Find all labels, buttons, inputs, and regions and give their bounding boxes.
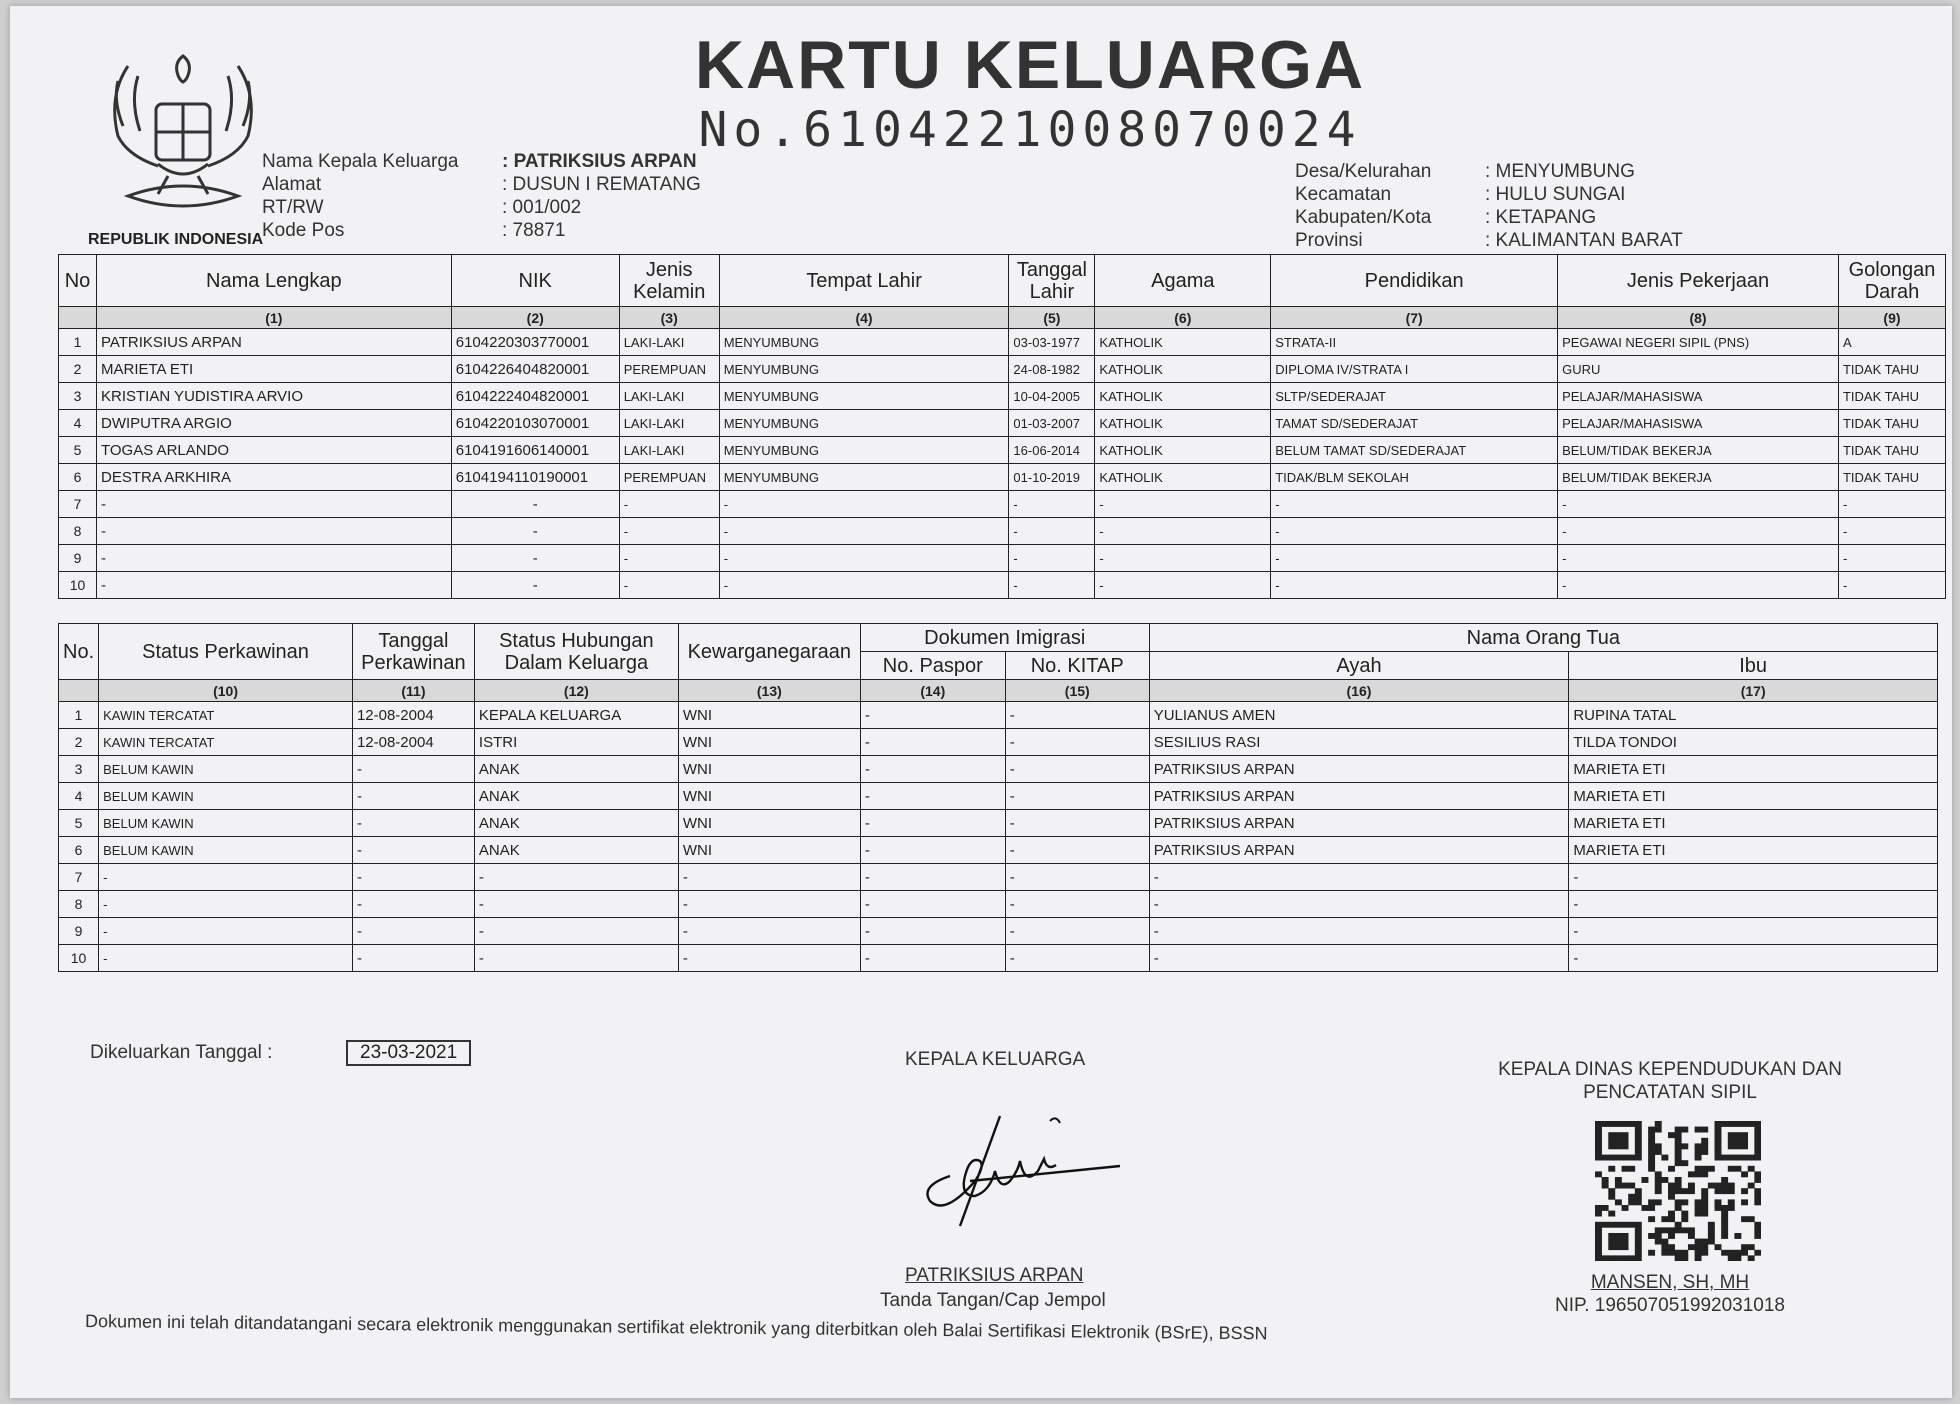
table-cell: - — [451, 572, 619, 599]
table-cell: - — [1005, 783, 1149, 810]
table-cell: - — [1009, 518, 1095, 545]
header-label: Kabupaten/Kota — [1295, 207, 1432, 228]
kartu-keluarga-document — [10, 6, 1952, 1398]
table-cell: PATRIKSIUS ARPAN — [1149, 837, 1569, 864]
table-cell: - — [1838, 545, 1945, 572]
table-cell: - — [1005, 729, 1149, 756]
col-header: NIK — [451, 255, 619, 307]
column-number: (16) — [1149, 680, 1569, 702]
column-number-row — [59, 307, 1946, 329]
table-cell: 4 — [59, 783, 99, 810]
table-cell: - — [1271, 572, 1558, 599]
col-header: Tanggal Perkawinan — [352, 624, 474, 680]
header-value: : HULU SUNGAI — [1485, 184, 1626, 205]
table-cell: 8 — [59, 891, 99, 918]
signature-image — [910, 1106, 1130, 1236]
table-cell: 03-03-1977 — [1009, 329, 1095, 356]
table-row — [59, 518, 1946, 545]
table-row — [59, 572, 1946, 599]
table-cell: - — [1271, 491, 1558, 518]
column-number: (12) — [474, 680, 678, 702]
column-number-row — [59, 680, 1938, 702]
table-body — [59, 329, 1946, 599]
table-cell: KATHOLIK — [1095, 437, 1271, 464]
table-cell: - — [619, 518, 719, 545]
table-cell: 24-08-1982 — [1009, 356, 1095, 383]
table-cell: YULIANUS AMEN — [1149, 702, 1569, 729]
kepala-keluarga-title: KEPALA KELUARGA — [905, 1049, 1086, 1070]
col-header: Jenis Pekerjaan — [1558, 255, 1839, 307]
table-cell: - — [1838, 572, 1945, 599]
table-cell: ANAK — [474, 837, 678, 864]
col-header: Status Hubungan Dalam Keluarga — [474, 624, 678, 680]
col-header: Tempat Lahir — [719, 255, 1009, 307]
table-cell: WNI — [678, 756, 860, 783]
table-cell: 01-10-2019 — [1009, 464, 1095, 491]
column-number: (10) — [99, 680, 353, 702]
table-cell: - — [451, 518, 619, 545]
table-row — [59, 437, 1946, 464]
table-cell: PEREMPUAN — [619, 356, 719, 383]
column-number: (5) — [1009, 307, 1095, 329]
table-cell: - — [719, 518, 1009, 545]
table-cell: - — [1271, 545, 1558, 572]
header-label: Desa/Kelurahan — [1295, 161, 1432, 182]
column-number: (9) — [1838, 307, 1945, 329]
table-body — [59, 702, 1938, 972]
table-cell: TIDAK TAHU — [1838, 437, 1945, 464]
table-cell: - — [1005, 810, 1149, 837]
table-cell: - — [352, 783, 474, 810]
dinas-name: MANSEN, SH, MH — [1590, 1272, 1750, 1293]
column-number: (11) — [352, 680, 474, 702]
table-cell: - — [1149, 945, 1569, 972]
table-cell: - — [1149, 918, 1569, 945]
col-header: Pendidikan — [1271, 255, 1558, 307]
col-header: Jenis Kelamin — [619, 255, 719, 307]
table-cell: LAKI-LAKI — [619, 329, 719, 356]
table-cell: 5 — [59, 810, 99, 837]
electronic-signature-note: Dokumen ini telah ditandatangani secara elektronik menggunakan sertifikat elektronik yang diterbitkan oleh Balai Sertifikasi Elektronik (BSrE), BSSN — [84, 1311, 1268, 1344]
table-row — [59, 729, 1938, 756]
table-cell: - — [96, 572, 451, 599]
column-number — [59, 307, 97, 329]
table-cell: - — [860, 810, 1005, 837]
table-cell: - — [474, 945, 678, 972]
table-cell: BELUM KAWIN — [99, 783, 353, 810]
table-cell: LAKI-LAKI — [619, 437, 719, 464]
table-cell: MENYUMBUNG — [719, 464, 1009, 491]
table-cell: 10 — [59, 945, 99, 972]
table-cell: - — [474, 891, 678, 918]
table-cell: 5 — [59, 437, 97, 464]
kepala-keluarga-name: PATRIKSIUS ARPAN — [905, 1265, 1084, 1286]
table-cell: MARIETA ETI — [96, 356, 451, 383]
table-cell: GURU — [1558, 356, 1839, 383]
table-cell: MENYUMBUNG — [719, 410, 1009, 437]
table-cell: WNI — [678, 729, 860, 756]
table-cell: MENYUMBUNG — [719, 383, 1009, 410]
header-value: : KETAPANG — [1485, 207, 1597, 228]
table-cell: - — [1095, 572, 1271, 599]
table-cell: - — [352, 918, 474, 945]
table-cell: TIDAK TAHU — [1838, 464, 1945, 491]
column-number: (6) — [1095, 307, 1271, 329]
col-header: Status Perkawinan — [99, 624, 353, 680]
table-cell: - — [96, 518, 451, 545]
table-cell: - — [1149, 864, 1569, 891]
table-cell: PATRIKSIUS ARPAN — [1149, 783, 1569, 810]
table-cell: MENYUMBUNG — [719, 437, 1009, 464]
table-cell: - — [1005, 702, 1149, 729]
table-row — [59, 918, 1938, 945]
table-cell: - — [96, 491, 451, 518]
status-keluarga-table — [58, 623, 1938, 972]
table-cell: - — [352, 864, 474, 891]
table-cell: - — [678, 864, 860, 891]
table-cell: DWIPUTRA ARGIO — [96, 410, 451, 437]
col-header: No. — [59, 624, 99, 680]
table-cell: - — [619, 572, 719, 599]
header-value: : MENYUMBUNG — [1485, 161, 1635, 182]
table-cell: ISTRI — [474, 729, 678, 756]
table-cell: PATRIKSIUS ARPAN — [96, 329, 451, 356]
table-row — [59, 329, 1946, 356]
table-cell: - — [678, 891, 860, 918]
table-row — [59, 702, 1938, 729]
table-cell: - — [860, 702, 1005, 729]
table-cell: PEREMPUAN — [619, 464, 719, 491]
table-cell: KATHOLIK — [1095, 464, 1271, 491]
table-cell: - — [451, 545, 619, 572]
table-row — [59, 810, 1938, 837]
table-cell: MARIETA ETI — [1569, 810, 1938, 837]
header-label: Provinsi — [1295, 230, 1363, 251]
table-cell: TAMAT SD/SEDERAJAT — [1271, 410, 1558, 437]
column-number: (4) — [719, 307, 1009, 329]
table-cell: KATHOLIK — [1095, 410, 1271, 437]
table-cell: - — [1009, 491, 1095, 518]
table-cell: - — [1569, 945, 1938, 972]
table-cell: - — [719, 491, 1009, 518]
table-cell: BELUM KAWIN — [99, 810, 353, 837]
table-cell: RUPINA TATAL — [1569, 702, 1938, 729]
column-number: (13) — [678, 680, 860, 702]
table-cell: - — [1095, 518, 1271, 545]
table-cell: MENYUMBUNG — [719, 329, 1009, 356]
table-cell: SESILIUS RASI — [1149, 729, 1569, 756]
table-cell: - — [860, 864, 1005, 891]
table-cell: 3 — [59, 756, 99, 783]
table-cell: 6104220103070001 — [451, 410, 619, 437]
table-cell: 3 — [59, 383, 97, 410]
col-header: Golongan Darah — [1838, 255, 1945, 307]
table-cell: 6 — [59, 464, 97, 491]
table-cell: LAKI-LAKI — [619, 410, 719, 437]
table-cell: - — [1005, 864, 1149, 891]
col-header: Nama Orang Tua — [1149, 624, 1937, 652]
table-cell: TILDA TONDOI — [1569, 729, 1938, 756]
table-cell: 1 — [59, 329, 97, 356]
column-number — [59, 680, 99, 702]
table-row — [59, 356, 1946, 383]
issued-label: Dikeluarkan Tanggal : — [90, 1042, 273, 1063]
table-cell: LAKI-LAKI — [619, 383, 719, 410]
table-cell: - — [1005, 756, 1149, 783]
column-number: (14) — [860, 680, 1005, 702]
column-number: (8) — [1558, 307, 1839, 329]
table-cell: - — [1569, 918, 1938, 945]
table-cell: MARIETA ETI — [1569, 756, 1938, 783]
column-number: (15) — [1005, 680, 1149, 702]
table-cell: 6104226404820001 — [451, 356, 619, 383]
table-cell: - — [99, 945, 353, 972]
table-cell: WNI — [678, 810, 860, 837]
table-cell: - — [1009, 545, 1095, 572]
table-cell: KATHOLIK — [1095, 329, 1271, 356]
table-cell: - — [719, 545, 1009, 572]
table-cell: - — [1005, 837, 1149, 864]
table-cell: 12-08-2004 — [352, 702, 474, 729]
table-cell: KAWIN TERCATAT — [99, 702, 353, 729]
table-cell: MARIETA ETI — [1569, 783, 1938, 810]
table-cell: ANAK — [474, 756, 678, 783]
table-cell: - — [1149, 891, 1569, 918]
table-cell: - — [860, 756, 1005, 783]
header-value: : 001/002 — [502, 197, 582, 218]
table-row — [59, 945, 1938, 972]
col-header: No — [59, 255, 97, 307]
table-cell: - — [1095, 545, 1271, 572]
table-cell: PEGAWAI NEGERI SIPIL (PNS) — [1558, 329, 1839, 356]
table-cell: ANAK — [474, 783, 678, 810]
table-row — [59, 491, 1946, 518]
table-cell: 6 — [59, 837, 99, 864]
table-cell: - — [1558, 572, 1839, 599]
table-cell: - — [1271, 518, 1558, 545]
table-cell: - — [474, 864, 678, 891]
table-cell: - — [352, 945, 474, 972]
issued-date: 23-03-2021 — [346, 1040, 471, 1066]
column-number: (7) — [1271, 307, 1558, 329]
table-cell: SLTP/SEDERAJAT — [1271, 383, 1558, 410]
table-cell: TIDAK/BLM SEKOLAH — [1271, 464, 1558, 491]
col-header: Tanggal Lahir — [1009, 255, 1095, 307]
col-header: Agama — [1095, 255, 1271, 307]
dinas-title-line2: PENCATATAN SIPIL — [1583, 1082, 1757, 1103]
table-cell: - — [99, 891, 353, 918]
table-cell: - — [1838, 491, 1945, 518]
table-cell: - — [1838, 518, 1945, 545]
table-cell: - — [1558, 491, 1839, 518]
table-cell: WNI — [678, 837, 860, 864]
column-number: (17) — [1569, 680, 1938, 702]
table-cell: A — [1838, 329, 1945, 356]
table-cell: 2 — [59, 729, 99, 756]
table-cell: 1 — [59, 702, 99, 729]
table-cell: - — [451, 491, 619, 518]
table-row — [59, 864, 1938, 891]
table-row — [59, 383, 1946, 410]
table-cell: - — [1005, 945, 1149, 972]
table-cell: BELUM/TIDAK BEKERJA — [1558, 437, 1839, 464]
table-cell: - — [1005, 918, 1149, 945]
header-value: : KALIMANTAN BARAT — [1485, 230, 1683, 251]
table-cell: BELUM KAWIN — [99, 837, 353, 864]
table-cell: - — [619, 491, 719, 518]
table-cell: PATRIKSIUS ARPAN — [1149, 756, 1569, 783]
table-cell: 01-03-2007 — [1009, 410, 1095, 437]
col-header: Kewarganegaraan — [678, 624, 860, 680]
table-row — [59, 410, 1946, 437]
table-row — [59, 756, 1938, 783]
table-cell: - — [860, 918, 1005, 945]
header-value: : 78871 — [502, 220, 566, 241]
table-cell: TIDAK TAHU — [1838, 410, 1945, 437]
table-cell: 10-04-2005 — [1009, 383, 1095, 410]
table-cell: DIPLOMA IV/STRATA I — [1271, 356, 1558, 383]
header-value: : PATRIKSIUS ARPAN — [502, 151, 697, 172]
table-cell: ANAK — [474, 810, 678, 837]
table-cell: - — [352, 837, 474, 864]
table-cell: 6104220303770001 — [451, 329, 619, 356]
table-cell: - — [1095, 491, 1271, 518]
table-cell: - — [1558, 518, 1839, 545]
table-cell: - — [352, 891, 474, 918]
table-cell: - — [1569, 864, 1938, 891]
table-cell: - — [1558, 545, 1839, 572]
table-cell: TIDAK TAHU — [1838, 356, 1945, 383]
header-label: Kecamatan — [1295, 184, 1392, 205]
header-value: : DUSUN I REMATANG — [502, 174, 701, 195]
col-header: Nama Lengkap — [96, 255, 451, 307]
table-row — [59, 837, 1938, 864]
table-cell: 4 — [59, 410, 97, 437]
col-header: Ayah — [1149, 652, 1569, 680]
header-label: RT/RW — [262, 197, 324, 218]
table-cell: - — [619, 545, 719, 572]
table-cell: - — [99, 918, 353, 945]
column-number: (2) — [451, 307, 619, 329]
table-row — [59, 783, 1938, 810]
table-cell: TOGAS ARLANDO — [96, 437, 451, 464]
table-cell: DESTRA ARKHIRA — [96, 464, 451, 491]
col-header: Dokumen Imigrasi — [860, 624, 1149, 652]
anggota-keluarga-table — [58, 254, 1946, 599]
table-cell: 6104222404820001 — [451, 383, 619, 410]
table-cell: PELAJAR/MAHASISWA — [1558, 383, 1839, 410]
table-cell: 9 — [59, 918, 99, 945]
table-row — [59, 891, 1938, 918]
table-cell: - — [96, 545, 451, 572]
table-cell: 2 — [59, 356, 97, 383]
table-cell: - — [860, 891, 1005, 918]
table-cell: 12-08-2004 — [352, 729, 474, 756]
table-cell: KRISTIAN YUDISTIRA ARVIO — [96, 383, 451, 410]
dinas-nip: NIP. 196507051992031018 — [1555, 1295, 1785, 1316]
dinas-title-line1: KEPALA DINAS KEPENDUDUKAN DAN — [1498, 1059, 1842, 1080]
table-cell: 7 — [59, 491, 97, 518]
republik-label: REPUBLIK INDONESIA — [88, 231, 264, 248]
table-cell: - — [678, 945, 860, 972]
table-cell: 16-06-2014 — [1009, 437, 1095, 464]
document-title: KARTU KELUARGA — [694, 27, 1366, 103]
table-cell: - — [352, 810, 474, 837]
table-cell: WNI — [678, 702, 860, 729]
signature-caption: Tanda Tangan/Cap Jempol — [880, 1290, 1106, 1311]
col-header: Ibu — [1569, 652, 1938, 680]
table-cell: 9 — [59, 545, 97, 572]
header-label: Alamat — [262, 174, 322, 195]
header-label: Kode Pos — [262, 220, 345, 241]
col-header: No. Paspor — [860, 652, 1005, 680]
table-cell: MARIETA ETI — [1569, 837, 1938, 864]
kk-number: No.6104221008070024 — [698, 102, 1362, 158]
table-cell: STRATA-II — [1271, 329, 1558, 356]
table-cell: - — [860, 729, 1005, 756]
table-cell: WNI — [678, 783, 860, 810]
table-cell: - — [678, 918, 860, 945]
table-cell: 6104194110190001 — [451, 464, 619, 491]
table-cell: PELAJAR/MAHASISWA — [1558, 410, 1839, 437]
table-cell: KATHOLIK — [1095, 383, 1271, 410]
qr-code-icon — [1595, 1121, 1761, 1261]
table-cell: 7 — [59, 864, 99, 891]
column-number: (3) — [619, 307, 719, 329]
table-cell: MENYUMBUNG — [719, 356, 1009, 383]
table-cell: - — [1009, 572, 1095, 599]
table-row — [59, 464, 1946, 491]
table-cell: KATHOLIK — [1095, 356, 1271, 383]
table-cell: BELUM KAWIN — [99, 756, 353, 783]
table-cell: BELUM TAMAT SD/SEDERAJAT — [1271, 437, 1558, 464]
table-cell: - — [474, 918, 678, 945]
col-header: No. KITAP — [1005, 652, 1149, 680]
table-cell: - — [860, 837, 1005, 864]
table-cell: BELUM/TIDAK BEKERJA — [1558, 464, 1839, 491]
column-number: (1) — [96, 307, 451, 329]
table-cell: 6104191606140001 — [451, 437, 619, 464]
header-label: Nama Kepala Keluarga — [262, 151, 459, 172]
table-cell: 10 — [59, 572, 97, 599]
table-cell: - — [1569, 891, 1938, 918]
table-cell: 8 — [59, 518, 97, 545]
table-cell: - — [1005, 891, 1149, 918]
table-row — [59, 545, 1946, 572]
table-cell: KEPALA KELUARGA — [474, 702, 678, 729]
table-cell: PATRIKSIUS ARPAN — [1149, 810, 1569, 837]
table-cell: KAWIN TERCATAT — [99, 729, 353, 756]
table-cell: TIDAK TAHU — [1838, 383, 1945, 410]
table-cell: - — [860, 783, 1005, 810]
table-cell: - — [352, 756, 474, 783]
table-cell: - — [860, 945, 1005, 972]
table-cell: - — [719, 572, 1009, 599]
table-cell: - — [99, 864, 353, 891]
